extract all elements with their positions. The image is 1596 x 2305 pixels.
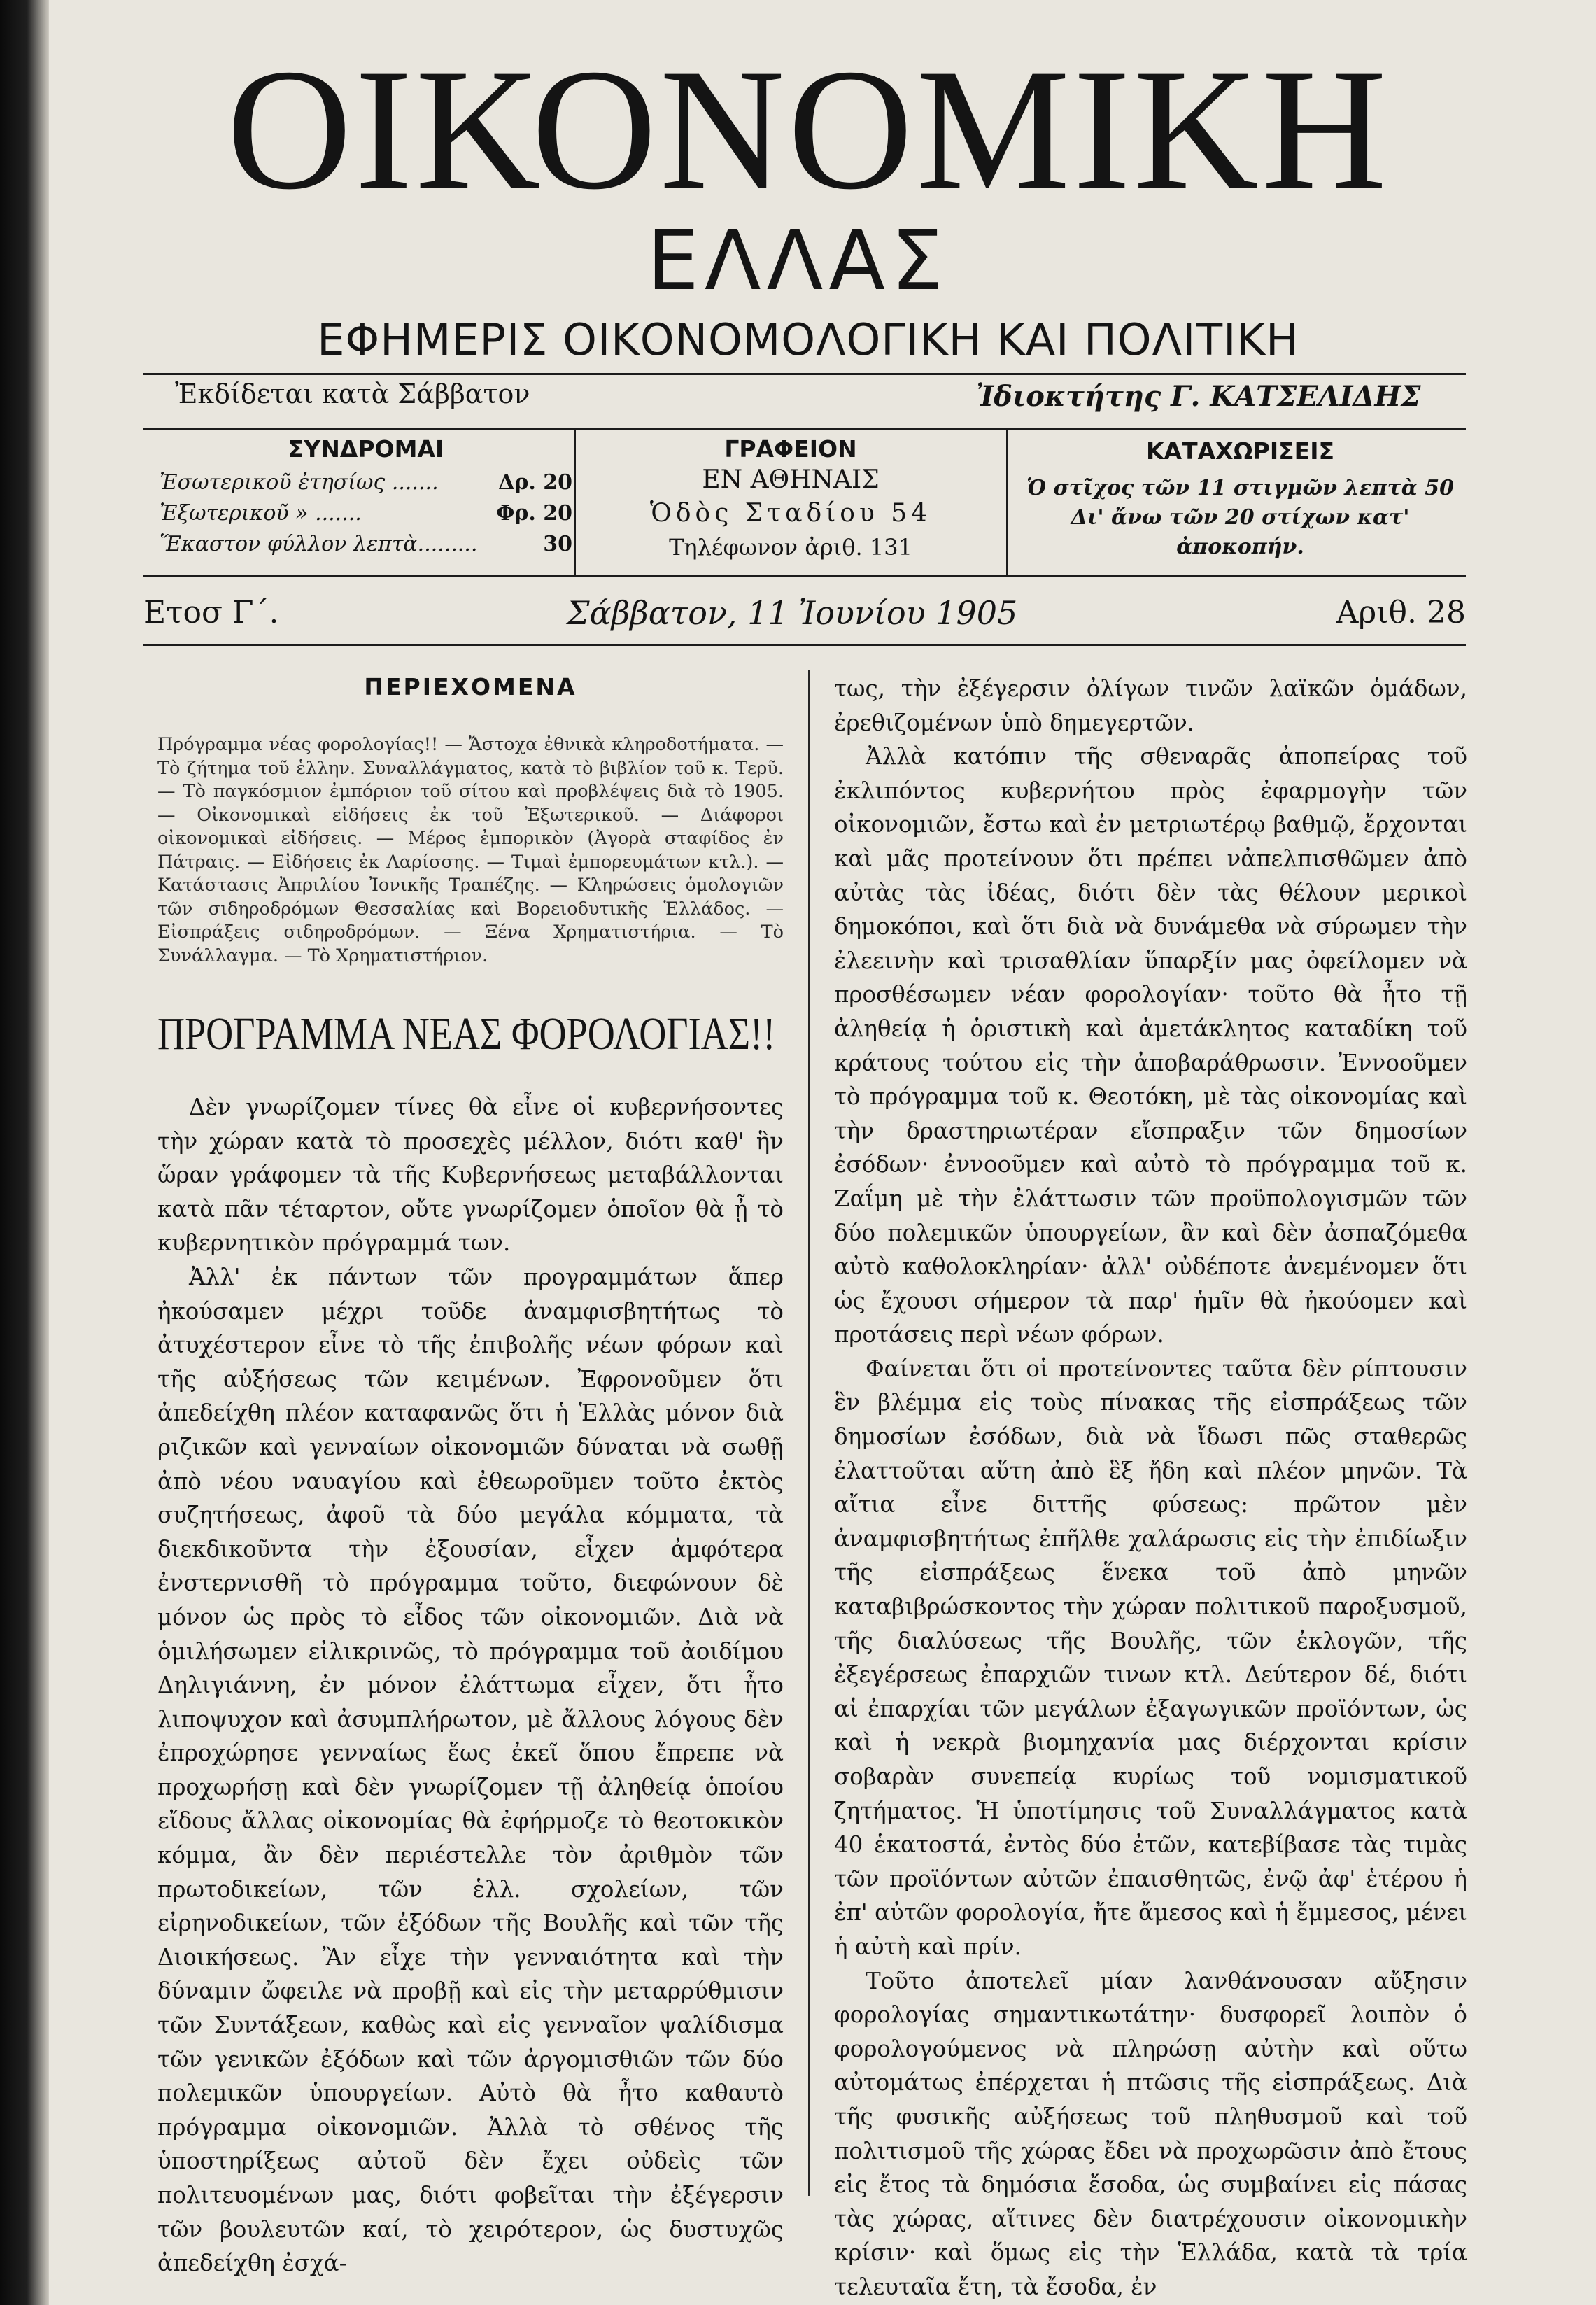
left-column: [157, 672, 784, 2281]
article-title: ΠΡΟΓΡΑΜΜΑ ΝΕΑΣ ΦΟΡΟΛΟΓΙΑΣ!!: [157, 1008, 776, 1059]
office-phone: Τηλέφωνον ἀριθ. 131: [669, 534, 912, 561]
office-address: Ὁδὸς Σταδίου 54: [649, 499, 932, 528]
article-paragraph: Ἀλλ' ἐκ πάντων τῶν προγραμμάτων ἅπερ ἠκούσαμεν μέχρι τοῦδε ἀναμφισβητήτως τὸ ἀτυχέστερον εἶνε τὸ τῆς ἐπιβολῆς νέων φόρων καὶ τῆς αὐξήσεως τῶν κειμένων. Ἐφρονοῦμεν ὅτι ἀπεδείχθη πλέον καταφανῶς ὅτι ἡ Ἑλλὰς μόνον διὰ ριζικῶν καὶ γενναίων οἰκονομιῶν δύναται νὰ σωθῇ ἀπὸ νέου ναυαγίου καὶ ἐθεωροῦμεν τοῦτο ἐκτὸς συζητήσεως, ἀφοῦ τὰ δύο μεγάλα κόμματα, τὰ διεκδικοῦντα τὴν ἐξουσίαν, εἶχεν ἀμφότερα ἐνστερνισθῆ τὸ πρόγραμμα τοῦτο, διεφώνουν δὲ μόνον ὡς πρὸς τὸ εἶδος τῶν οἰκονομιῶν. Διὰ νὰ ὁμιλήσωμεν εἰλικρινῶς, τὸ πρόγραμμα τοῦ ἀοιδίμου Δηλιγιάννη, ἐν μόνον ἐλάττωμα εἶχεν, ὅτι ἦτο λιποψυχον καὶ ἀσυμπλήρωτον, μὲ ἄλλους λόγους δὲν ἐπροχώρησε γενναίως ἕως ἐκεῖ ὅπου ἔπρεπε νὰ προχωρήσῃ καὶ δὲν γνωρίζομεν τῇ ἀληθείᾳ ὁποίου εἴδους ἄλλας οἰκονομίας θὰ ἐφήρμοζε τὸ θεοτοκικὸν κόμμα, ἂν δὲν περιέστελλε τὸν ἀριθμὸν τῶν πρωτοδικείων, τῶν ἑλλ. σχολείων, τῶν εἰρηνοδικείων, τῶν ἐξόδων τῆς Βουλῆς καὶ τῶν τῆς Διοικήσεως. Ἂν εἶχε τὴν γενναιότητα καὶ τὴν δύναμιν ὤφειλε νὰ προβῇ καὶ εἰς τὴν μεταρρύθμισιν τῶν Συντάξεων, καθὼς καὶ εἰς γενναῖον ψαλίδισμα τῶν γενικῶν ἐξόδων καὶ τῶν ἀργομισθιῶν τῶν δύο πολεμικῶν ὑπουργείων. Αὐτὸ θὰ ἦτο καθαυτὸ πρόγραμμα οἰκονομιῶν. Ἀλλὰ τὸ σθένος τῆς ὑποστηρίξεως αὐτοῦ δὲν ἔχει οὐδεὶς τῶν πολιτευομένων μας, διότι φοβεῖται τὴν ἐξέγερσιν τῶν βουλευτῶν καί, τὸ χειρότερον, ὡς δυστυχῶς ἀπεδείχθη ἐσχά-: [157, 1263, 784, 2277]
dateline-rule: [143, 644, 1466, 646]
article-paragraph: Φαίνεται ὅτι οἱ προτείνοντες ταῦτα δὲν ρίπτουσιν ἓν βλέμμα εἰς τοὺς πίνακας τῆς εἰσπράξεως τῶν δημοσίων ἐσόδων, διὰ νὰ ἴδωσι πῶς σταθερῶς ἐλαττοῦται αὕτη ἀπὸ ἓξ ἤδη καὶ πλέον μηνῶν. Τὰ αἴτια εἶνε διττῆς φύσεως: πρῶτον μὲν ἀναμφισβητήτως ἐπῆλθε χαλάρωσις εἰς τὴν ἐπιδίωξιν τῆς εἰσπράξεως ἕνεκα τοῦ ἀπὸ μηνῶν καταβιβρώσκοντος τὴν χώραν πολιτικοῦ παροξυσμοῦ, τῆς διαλύσεως τῆς Βουλῆς, τῶν ἐκλογῶν, τῆς ἐξεγέρσεως ἐπαρχιῶν τινων κτλ. Δεύτερον δέ, διότι αἱ ἐπαρχίαι τῶν μεγάλων ἐξαγωγικῶν προϊόντων, ὡς καὶ ἡ νεκρὰ βιομηχανία μας διέρχονται κρίσιν σοβαρὰν συνεπείᾳ κυρίως τοῦ νομισματικοῦ ζητήματος. Ἡ ὑποτίμησις τοῦ Συναλλάγματος κατὰ 40 ἑκατοστά, ἐντὸς δύο ἐτῶν, κατεβίβασε τὰς τιμὰς τῶν προϊόντων αὐτῶν ἐπαισθητῶς, ἐνῷ ἀφ' ἑτέρου ἡ ἐπ' αὐτῶν φορολογία, ἤτε ἄμεσος καὶ ἡ ἔμμεσος, μένει ἡ αὐτὴ καὶ πρίν.: [834, 1355, 1467, 1960]
article-paragraph: Δὲν γνωρίζομεν τίνες θὰ εἶνε οἱ κυβερνήσοντες τὴν χώραν κατὰ τὸ προσεχὲς μέλλον, διότι καθ' ἣν ὥραν γράφομεν τὰ τῆς Κυβερνήσεως μεταβάλλονται κατὰ πᾶν τέταρτον, οὔτε γνωρίζομεν ὁποῖον θὰ ᾖ τὸ κυβερνητικὸν πρόγραμμά των.: [157, 1094, 784, 1257]
owner-line: Ἰδιοκτήτης Γ. ΚΑΤΣΕΛΙΔΗΣ: [976, 380, 1421, 413]
subscription-label: Ἐσωτερικοῦ ἐτησίως .......: [160, 470, 439, 495]
subscription-price: Φρ. 20: [496, 501, 572, 526]
masthead-title: ΟΙΚΟΝΟΜΙΚΗ: [226, 33, 1390, 225]
column-divider: [808, 670, 810, 2196]
masthead-description: ΕΦΗΜΕΡΙΣ ΟΙΚΟΝΟΜΟΛΟΓΙΚΗ ΚΑΙ ΠΟΛΙΤΙΚΗ: [317, 314, 1299, 365]
subscription-row: [160, 498, 572, 529]
subscription-label: Ἐξωτερικοῦ » .......: [160, 501, 362, 526]
box-divider-1: [574, 428, 576, 575]
article-paragraph: Ἀλλὰ κατόπιν τῆς σθεναρᾶς ἀποπείρας τοῦ ἐκλιπόντος κυβερνήτου πρὸς ἐφαρμογὴν τῶν οἰκονομιῶν, ἔστω καὶ ἐν μετριωτέρῳ βαθμῷ, ἔρχονται καὶ μᾶς προτείνουν ὅτι πρέπει νἀπελπισθῶμεν ἀπὸ αὐτὰς τὰς ἰδέας, διότι δὲν τὰς θέλουν μερικοὶ δημοκόποι, καὶ ὅτι διὰ νὰ δυνάμεθα νὰ σύρωμεν τὴν ἐλεεινὴν καὶ τρισαθλίαν ὕπαρξίν μας ὀφείλομεν νὰ προσθέσωμεν νέαν φορολογίαν· τοῦτο θὰ ἦτο τῇ ἀληθείᾳ ἡ ὁριστικὴ καὶ ἀμετάκλητος καταδίκη τοῦ κράτους τούτου εἰς τὴν ἀποβαράθρωσιν. Ἐννοοῦμεν τὸ πρόγραμμα τοῦ κ. Θεοτόκη, μὲ τὰς οἰκονομίας καὶ τὴν δραστηριωτέραν εἴσπραξιν τῶν δημοσίων ἐσόδων· ἐννοοῦμεν καὶ αὐτὸ τὸ πρόγραμμα τοῦ κ. Ζαΐμη μὲ τὴν ἐλάττωσιν τῶν προϋπολογισμῶν τῶν δύο πολεμικῶν ὑπουργείων, ἂν καὶ δὲν ἀσπαζόμεθα αὐτὸ καθολοκληρίαν· ἀλλ' οὐδέποτε ἀνεμένομεν ὅτι ὡς ἔχουσι σήμερον τὰ παρ' ἡμῖν θὰ ἠκούομεν καὶ προτάσεις περὶ νέων φόρων.: [834, 743, 1467, 1348]
office-title: ΓΡΑΦΕΙΟΝ: [724, 435, 857, 463]
office-box: [581, 434, 1001, 567]
article-body-left: [157, 1090, 784, 2281]
box-divider-2: [1006, 428, 1008, 575]
subscription-row: [160, 529, 572, 560]
subscription-label: Ἕκαστον φύλλον λεπτὰ.........: [160, 532, 478, 556]
right-column: [834, 672, 1467, 2304]
issue-date: Σάββατον, 11 Ἰουνίου 1905: [567, 594, 1018, 632]
contents-list: Πρόγραμμα νέας φορολογίας!! — Ἄστοχα ἐθνικὰ κληροδοτήματα. — Τὸ ζήτημα τοῦ ἑλλην. Συναλλάγματος, κατὰ τὸ βιβλίον τοῦ κ. Τερῦ. — Τὸ παγκόσμιον ἐμπόριον τοῦ σίτου καὶ προβλέψεις διὰ τὸ 1905. — Οἰκονομικαὶ εἰδήσεις ἐκ τοῦ Ἐξωτερικοῦ. — Διάφοροι οἰκονομικαὶ εἰδήσεις. — Μέρος ἐμπορικὸν (Ἀγορὰ σταφίδος ἐν Πάτραις. — Εἰδήσεις ἐκ Λαρίσσης. — Τιμαὶ ἐμπορευμάτων κτλ.). — Κατάστασις Ἀπριλίου Ἰονικῆς Τραπέζης. — Κληρώσεις ὁμολογιῶν τῶν σιδηροδρόμων Θεσσαλίας καὶ Βορειοδυτικῆς Ἑλλάδος. — Εἰσπράξεις σιδηροδρόμων. — Ξένα Χρηματιστήρια. — Τὸ Συνάλλαγμα. — Τὸ Χρηματιστήριον.: [157, 734, 784, 966]
subscriptions-title: ΣΥΝΔΡΟΜΑΙ: [288, 435, 444, 463]
masthead-rule: [143, 373, 1466, 375]
ads-rates: Ὁ στῖχος τῶν 11 στιγμῶν λεπτὰ 50 Δι' ἄνω τῶν 20 στίχων κατ' ἀποκοπήν.: [1026, 476, 1455, 559]
contents-heading: ΠΕΡΙΕΧΟΜΕΝΑ: [364, 673, 577, 700]
issue-year: Ετοσ Γ΄.: [143, 595, 279, 630]
issue-number: Αριθ. 28: [1336, 595, 1466, 630]
subscription-price: Δρ. 20: [498, 470, 572, 495]
subscriptions-list: [160, 467, 572, 560]
dateline: [143, 593, 1466, 635]
subscription-price: 30: [543, 532, 572, 556]
subscriptions-box: [160, 434, 572, 556]
article-paragraph: τως, τὴν ἐξέγερσιν ὀλίγων τινῶν λαϊκῶν ὁμάδων, ἐρεθιζομένων ὑπὸ δημεγερτῶν.: [834, 675, 1467, 736]
office-city: ΕΝ ΑΘΗΝΑΙΣ: [702, 465, 880, 494]
subscription-row: [160, 467, 572, 498]
header-bottom-rule: [143, 575, 1466, 577]
issue-frequency: Ἐκδίδεται κατὰ Σάββατον: [175, 379, 530, 409]
masthead-subtitle: ΕΛΛΑΣ: [647, 212, 949, 309]
article-body-right: [834, 672, 1467, 2304]
header-top-rule: [143, 428, 1466, 430]
ads-box: [1015, 437, 1466, 563]
ads-title: ΚΑΤΑΧΩΡΙΣΕΙΣ: [1145, 437, 1335, 465]
article-paragraph: Τοῦτο ἀποτελεῖ μίαν λανθάνουσαν αὔξησιν φορολογίας σημαντικωτάτην· δυσφορεῖ λοιπὸν ὁ φορολογούμενος νὰ πληρώσῃ αὐτὴν καὶ οὕτω αὐτομάτως ἐπέρχεται ἡ πτῶσις τῆς εἰσπράξεως. Διὰ τῆς φυσικῆς αὐξήσεως τοῦ πληθυσμοῦ καὶ τοῦ πολιτισμοῦ τῆς χώρας ἔδει νὰ προχωρῶσιν ἀπὸ ἔτους εἰς ἔτος τὰ δημόσια ἔσοδα, ὡς συμβαίνει εἰς πάσας τὰς χώρας, αἵτινες δὲν διατρέχουσιν οἰκονομικὴν κρίσιν· καὶ ὅμως εἰς τὴν Ἑλλάδα, κατὰ τὰ τρία τελευταῖα ἔτη, τὰ ἔσοδα, ἐν: [834, 1967, 1467, 2300]
binding-edge: [0, 0, 49, 2305]
